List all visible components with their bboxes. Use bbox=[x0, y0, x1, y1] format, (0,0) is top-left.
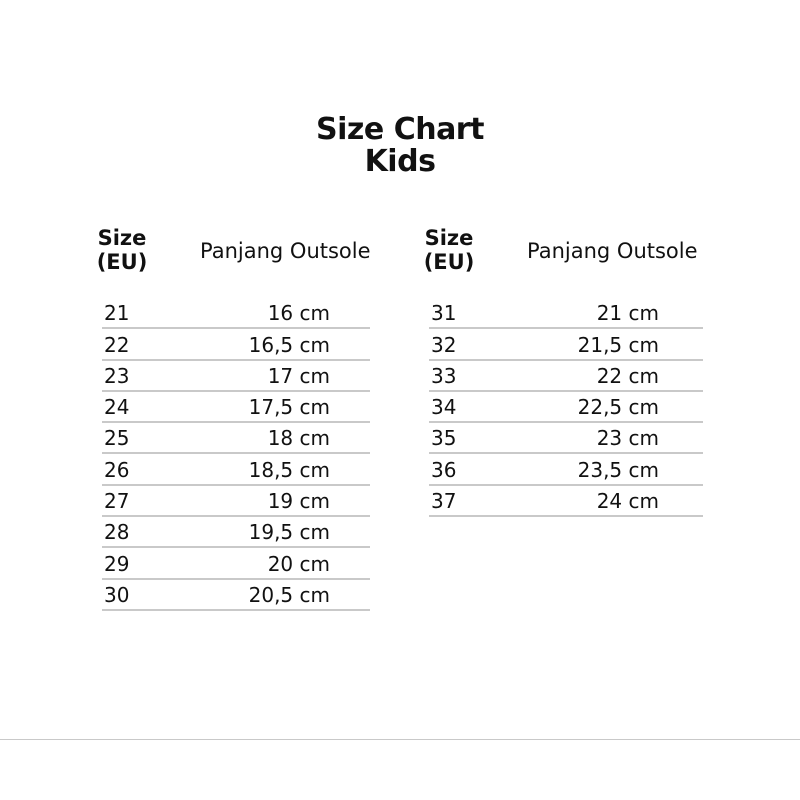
table-row bbox=[102, 423, 370, 454]
length-cell: 22 cm bbox=[596, 363, 659, 388]
table-rows bbox=[102, 298, 370, 611]
table-row bbox=[102, 392, 370, 423]
size-cell: 35 bbox=[431, 426, 457, 451]
title-line-kids: Kids bbox=[364, 144, 436, 179]
length-cell: 21 cm bbox=[596, 301, 659, 326]
table-row bbox=[429, 298, 703, 329]
length-cell: 20 cm bbox=[267, 551, 330, 576]
page-title bbox=[0, 114, 800, 178]
table-row bbox=[102, 517, 370, 548]
size-cell: 34 bbox=[431, 395, 457, 420]
table-row bbox=[102, 298, 370, 329]
size-cell: 23 bbox=[104, 363, 130, 388]
length-cell: 16 cm bbox=[267, 301, 330, 326]
header-size-label: Size bbox=[97, 226, 147, 250]
size-cell: 36 bbox=[431, 457, 457, 482]
title-line-size-chart: Size Chart bbox=[316, 112, 484, 147]
size-cell: 25 bbox=[104, 426, 130, 451]
table-row bbox=[429, 486, 703, 517]
length-cell: 18,5 cm bbox=[248, 457, 330, 482]
table-rows bbox=[429, 298, 703, 517]
header-size-label: Size bbox=[424, 226, 474, 250]
header-outsole-length: Panjang Outsole bbox=[200, 239, 371, 263]
table-row bbox=[102, 486, 370, 517]
size-cell: 30 bbox=[104, 582, 130, 607]
table-row bbox=[429, 392, 703, 423]
length-cell: 19,5 cm bbox=[248, 520, 330, 545]
size-cell: 26 bbox=[104, 457, 130, 482]
size-cell: 27 bbox=[104, 489, 130, 514]
table-row bbox=[102, 580, 370, 611]
size-cell: 21 bbox=[104, 301, 130, 326]
size-cell: 24 bbox=[104, 395, 130, 420]
header-size-eu bbox=[94, 226, 150, 274]
length-cell: 17,5 cm bbox=[248, 395, 330, 420]
length-cell: 23,5 cm bbox=[577, 457, 659, 482]
length-cell: 20,5 cm bbox=[248, 582, 330, 607]
table-row bbox=[429, 329, 703, 360]
table-row bbox=[102, 548, 370, 579]
header-eu-label: (EU) bbox=[423, 250, 475, 274]
length-cell: 23 cm bbox=[596, 426, 659, 451]
length-cell: 17 cm bbox=[267, 363, 330, 388]
bottom-divider bbox=[0, 739, 800, 740]
length-cell: 24 cm bbox=[596, 489, 659, 514]
length-cell: 18 cm bbox=[267, 426, 330, 451]
length-cell: 21,5 cm bbox=[577, 332, 659, 357]
length-cell: 16,5 cm bbox=[248, 332, 330, 357]
size-cell: 22 bbox=[104, 332, 130, 357]
length-cell: 19 cm bbox=[267, 489, 330, 514]
table-row bbox=[429, 423, 703, 454]
size-cell: 32 bbox=[431, 332, 457, 357]
table-row bbox=[429, 454, 703, 485]
header-outsole-length: Panjang Outsole bbox=[527, 239, 698, 263]
size-cell: 28 bbox=[104, 520, 130, 545]
header-size-eu bbox=[421, 226, 477, 274]
table-row bbox=[102, 454, 370, 485]
length-cell: 22,5 cm bbox=[577, 395, 659, 420]
size-cell: 29 bbox=[104, 551, 130, 576]
table-row bbox=[429, 361, 703, 392]
size-cell: 37 bbox=[431, 489, 457, 514]
table-row bbox=[102, 329, 370, 360]
header-eu-label: (EU) bbox=[96, 250, 148, 274]
table-row bbox=[102, 361, 370, 392]
size-cell: 33 bbox=[431, 363, 457, 388]
size-cell: 31 bbox=[431, 301, 457, 326]
